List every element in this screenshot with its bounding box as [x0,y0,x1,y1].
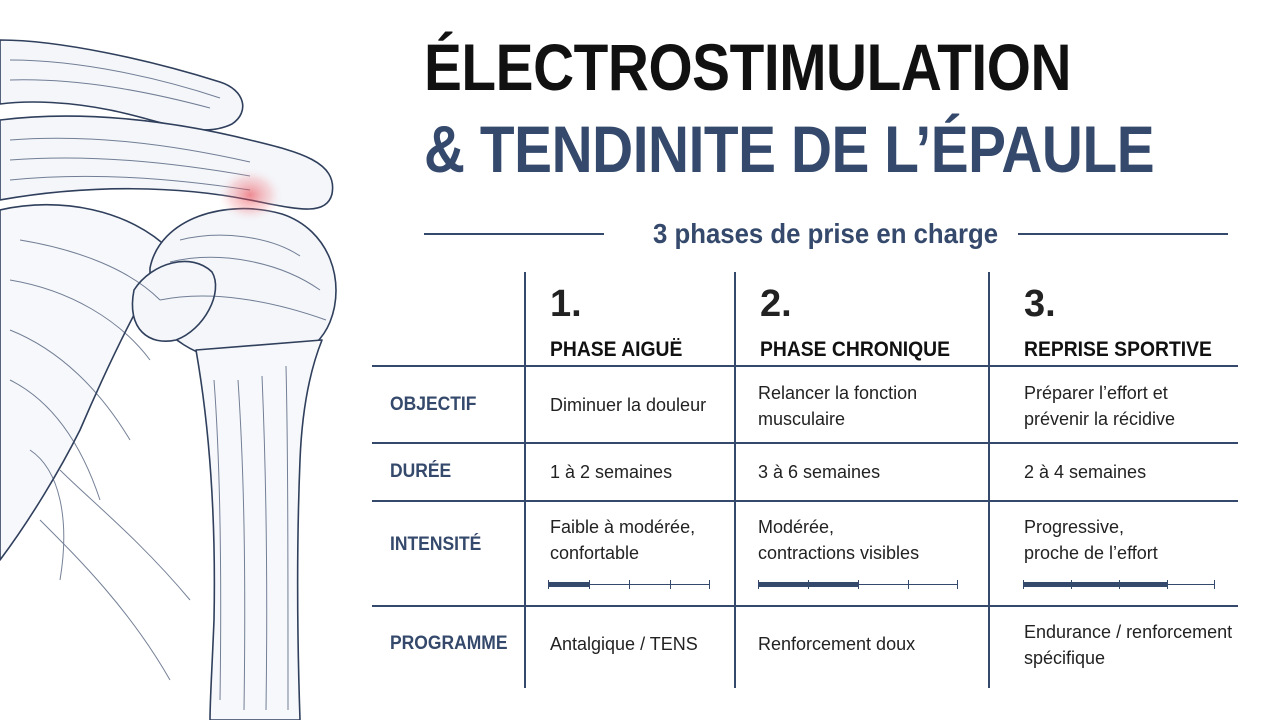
row-label-duree: DURÉE [390,461,452,482]
row-divider [372,605,1238,607]
meter-tick [589,580,590,589]
meter-tick [758,580,759,589]
shoulder-anatomy-illustration [0,0,360,720]
meter-tick [548,580,549,589]
cell-line: Endurance / renforcement [1024,622,1233,642]
cell-line: Relancer la fonction [758,383,918,403]
cell-line: Faible à modérée, [550,517,696,537]
cell-objectif-phase-1 [550,392,706,418]
column-header-phase-2 [760,282,967,364]
column-divider [524,272,526,688]
cell-duree-phase-3 [1024,459,1146,485]
column-name: PHASE AIGUË [550,338,683,361]
row-label-programme: PROGRAMME [390,633,508,654]
cell-programme-phase-1 [550,631,698,657]
title-line-2: & TENDINITE DE L’ÉPAULE [424,112,1155,186]
meter-tick [908,580,909,589]
intensity-meter-phase-3 [1023,580,1215,590]
intensity-meter-phase-1 [548,580,710,590]
subtitle-row [424,214,1228,254]
row-divider [372,500,1238,502]
row-label-objectif: OBJECTIF [390,394,477,415]
cell-line: 1 à 2 semaines [550,462,673,482]
cell-line: confortable [550,543,640,563]
meter-tick [629,580,630,589]
cell-line: Préparer l’effort et [1024,383,1168,403]
cell-intensite-phase-3 [1024,514,1158,566]
page-title [424,30,1244,186]
column-divider [734,272,736,688]
phases-table [372,272,1238,688]
cell-line: Modérée, [758,517,835,537]
row-label-intensite: INTENSITÉ [390,534,482,555]
row-divider [372,442,1238,444]
meter-tick [858,580,859,589]
column-header-phase-3 [1024,282,1228,364]
title-line-1: ÉLECTROSTIMULATION [424,30,1072,104]
cell-objectif-phase-3 [1024,380,1175,432]
meter-fill [548,582,589,587]
cell-line: Diminuer la douleur [550,395,707,415]
cell-line: musculaire [758,409,846,429]
cell-line: spécifique [1024,648,1106,668]
meter-tick [808,580,809,589]
cell-line: 2 à 4 semaines [1024,462,1147,482]
meter-tick [1214,580,1215,589]
column-name: REPRISE SPORTIVE [1024,338,1212,361]
cell-duree-phase-2 [758,459,880,485]
cell-line: prévenir la récidive [1024,409,1176,429]
meter-tick [1071,580,1072,589]
cell-line: proche de l’effort [1024,543,1158,563]
meter-tick [957,580,958,589]
intensity-meter-phase-2 [758,580,958,590]
cell-objectif-phase-2 [758,380,917,432]
meter-fill [1023,582,1167,587]
column-number: 3. [1024,283,1056,325]
subtitle [424,214,1228,254]
cell-line: Renforcement doux [758,634,916,654]
column-number: 1. [550,283,582,325]
cell-programme-phase-2 [758,631,915,657]
cell-intensite-phase-1 [550,514,695,566]
pain-highlight [216,167,284,223]
cell-programme-phase-3 [1024,619,1232,671]
subtitle-text: 3 phases de prise en charge [635,214,1017,254]
column-number: 2. [760,283,792,325]
meter-tick [1023,580,1024,589]
column-name: PHASE CHRONIQUE [760,338,951,361]
meter-tick [709,580,710,589]
row-divider [372,365,1238,367]
cell-line: Antalgique / TENS [550,634,698,654]
cell-line: Progressive, [1024,517,1125,537]
meter-tick [1119,580,1120,589]
cell-intensite-phase-2 [758,514,919,566]
column-divider [988,272,990,688]
meter-tick [670,580,671,589]
meter-tick [1167,580,1168,589]
cell-line: 3 à 6 semaines [758,462,881,482]
column-header-phase-1 [550,282,694,364]
cell-line: contractions visibles [758,543,920,563]
cell-duree-phase-1 [550,459,672,485]
